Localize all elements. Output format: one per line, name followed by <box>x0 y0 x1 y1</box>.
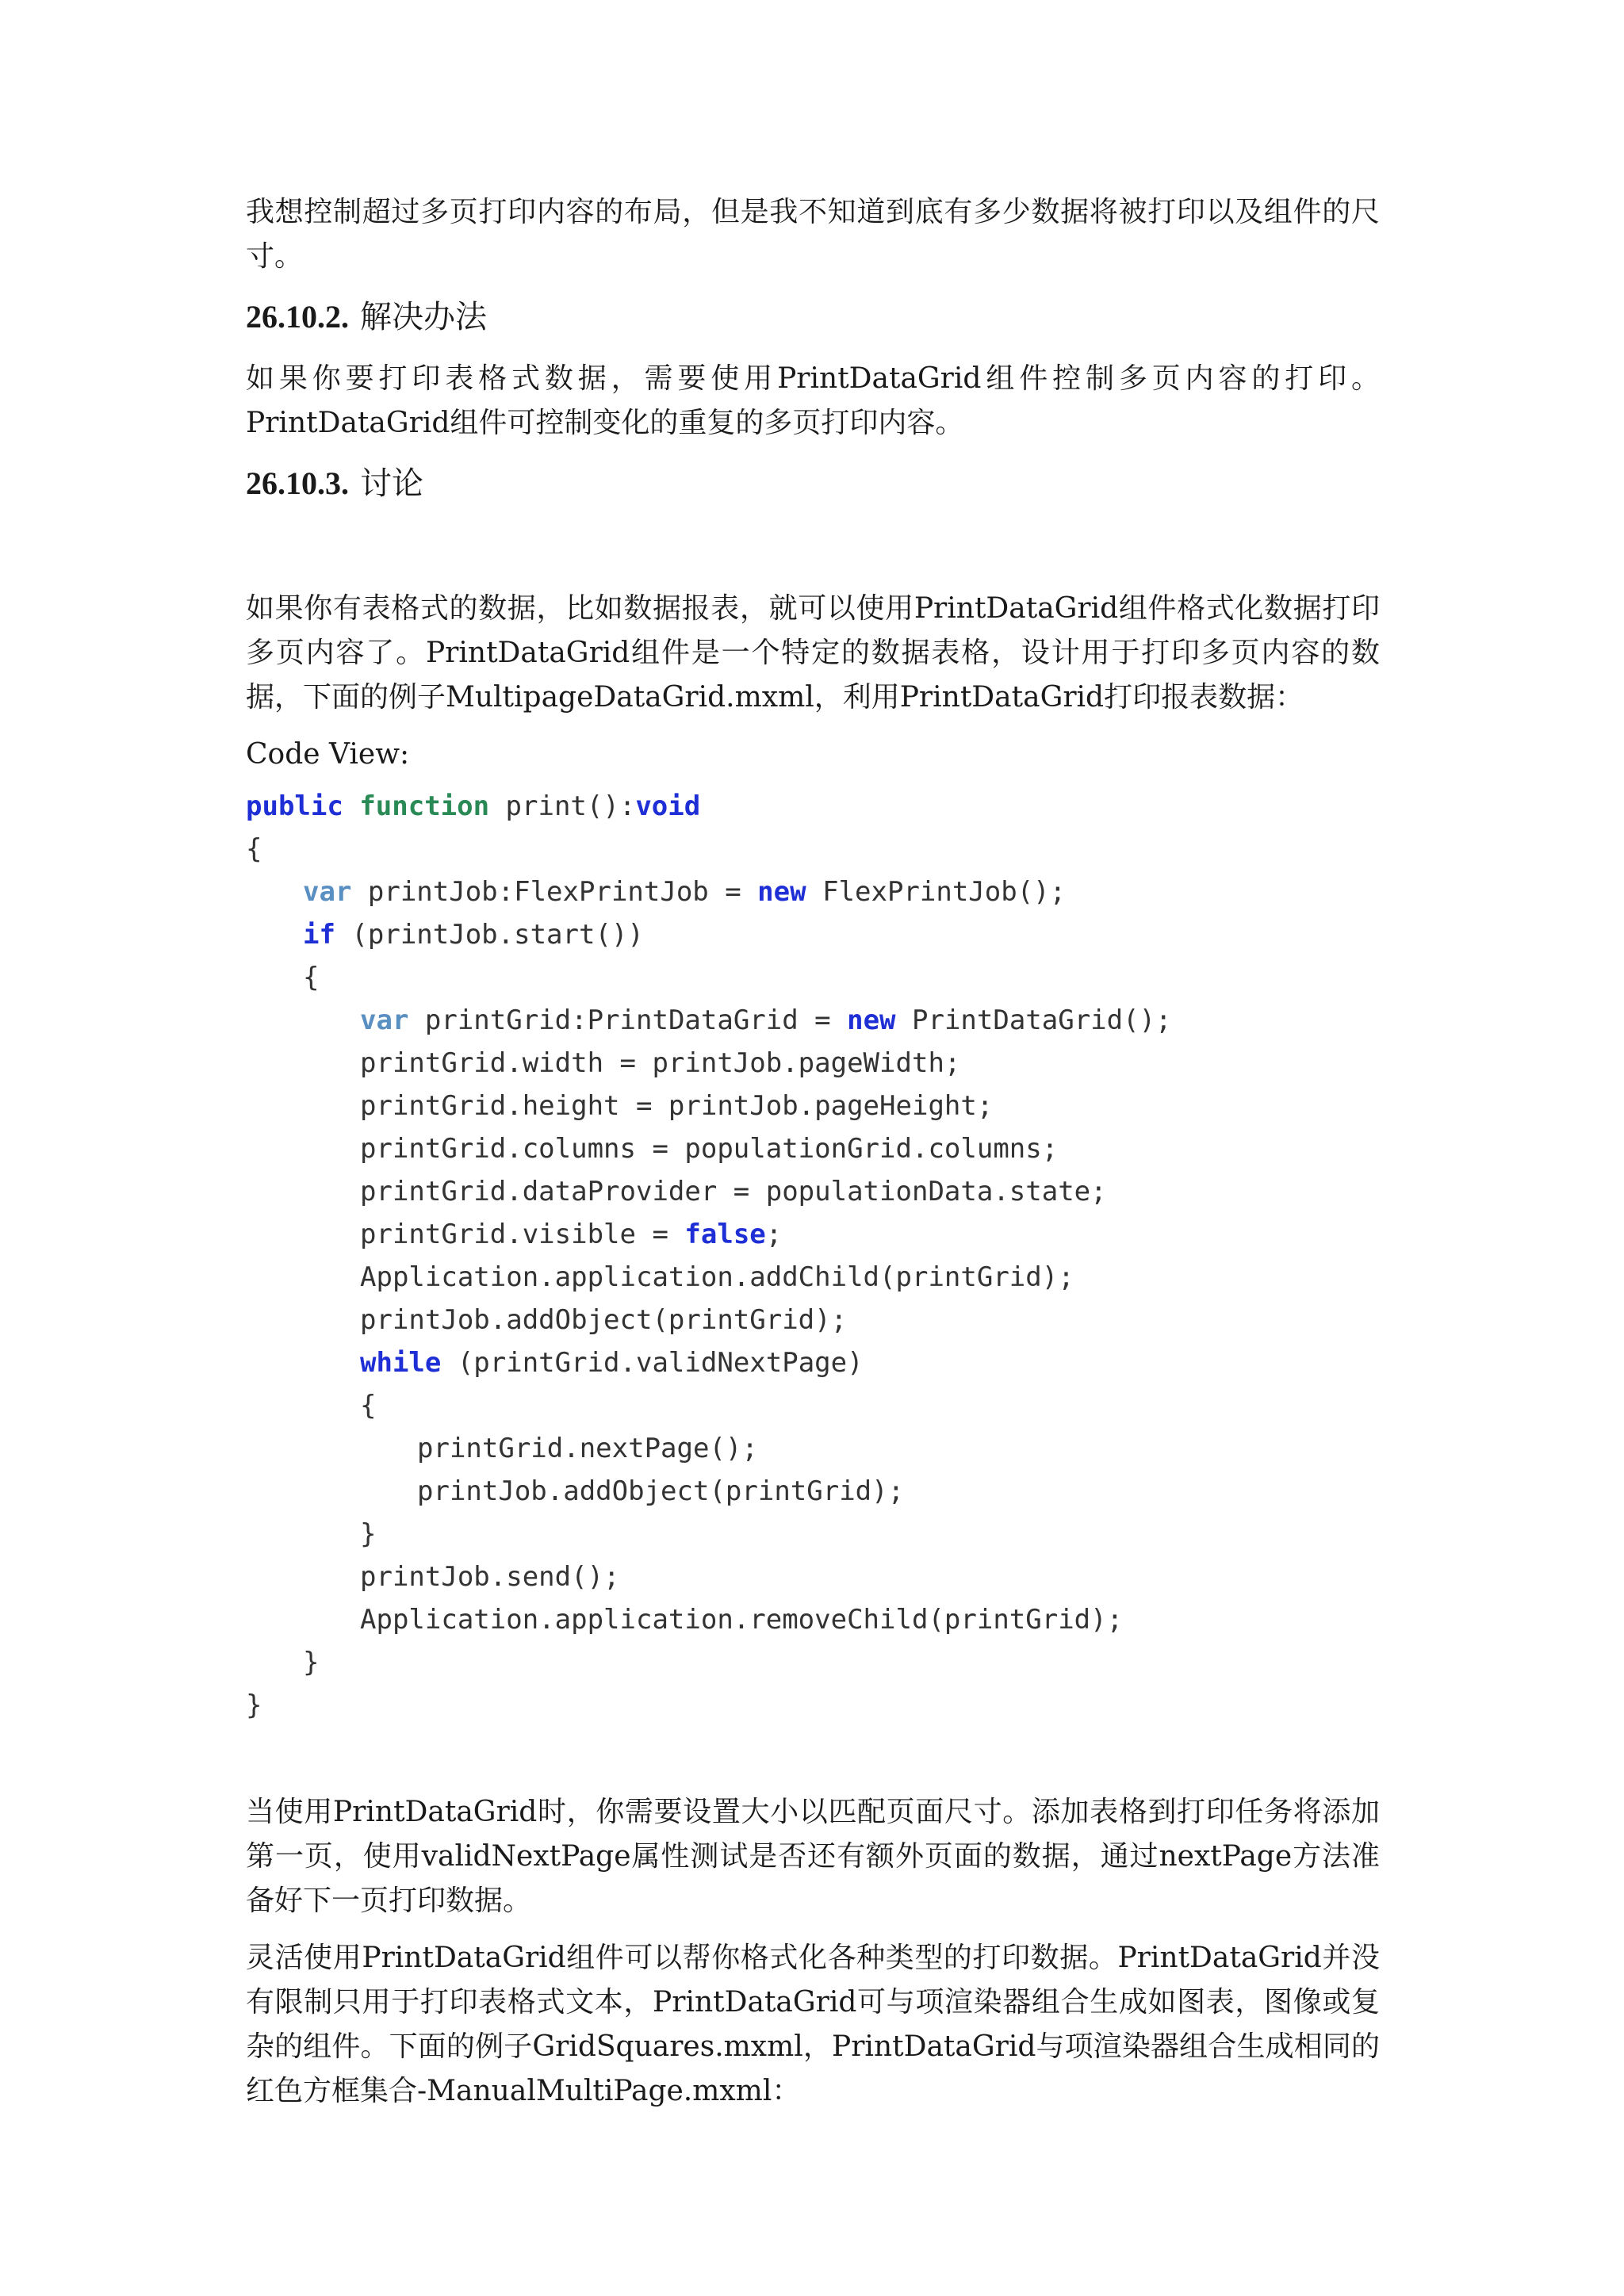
code-line <box>246 999 1380 1042</box>
code-keyword: new <box>757 876 806 908</box>
code-line: printGrid.width = printJob.pageWidth; <box>360 1047 961 1079</box>
code-line: { <box>360 1390 377 1422</box>
section-number: 26.10.3. <box>246 465 349 501</box>
code-text: ; <box>765 1219 783 1250</box>
code-line: Application.application.removeChild(printGrid); <box>360 1604 1124 1636</box>
code-line: } <box>246 1689 262 1721</box>
code-line: printGrid.nextPage(); <box>417 1433 758 1464</box>
code-line: } <box>303 1647 320 1678</box>
section-title: 讨论 <box>360 465 423 502</box>
code-keyword: if <box>303 919 335 951</box>
code-line <box>246 785 1380 828</box>
code-line: printGrid.columns = populationGrid.columns; <box>360 1133 1059 1165</box>
code-keyword: false <box>684 1219 766 1250</box>
code-text: (printJob.start()) <box>335 919 644 951</box>
code-line: printJob.send(); <box>360 1561 620 1593</box>
code-keyword: public <box>246 790 343 822</box>
code-text: printGrid.visible = <box>360 1219 685 1250</box>
code-line: printGrid.height = printJob.pageHeight; <box>360 1090 994 1122</box>
document-page <box>246 190 1380 2126</box>
code-line: printJob.addObject(printGrid); <box>417 1475 905 1507</box>
code-line <box>246 913 1380 956</box>
code-line <box>246 1213 1380 1256</box>
code-text: printGrid:PrintDataGrid = <box>408 1004 848 1036</box>
code-keyword: var <box>303 876 352 908</box>
example-paragraph: 灵活使用PrintDataGrid组件可以帮你格式化各种类型的打印数据。PrintDataGrid并没有限制只用于打印表格式文本，PrintDataGrid可与项渲染器组合生成如图表，图像或复杂的组件。下面的例子GridSquares.mxml，PrintDataGrid与项渲染器组合生成相同的红色方框集合-ManualMultiPage.mxml： <box>246 1942 1380 2107</box>
code-line: printJob.addObject(printGrid); <box>360 1304 848 1336</box>
code-keyword: var <box>360 1004 409 1036</box>
section-heading-discussion <box>246 458 1380 509</box>
section-heading-solution <box>246 292 1380 342</box>
code-line <box>246 1341 1380 1384</box>
code-keyword: new <box>847 1004 896 1036</box>
section-number: 26.10.2. <box>246 299 349 335</box>
code-block <box>246 785 1380 1727</box>
section-title: 解决办法 <box>360 299 487 335</box>
code-line <box>246 871 1380 913</box>
spacer <box>246 523 1380 587</box>
code-line: { <box>246 833 262 865</box>
code-text: (printGrid.validNextPage) <box>441 1347 864 1379</box>
discussion-paragraph: 如果你有表格式的数据，比如数据报表，就可以使用PrintDataGrid组件格式化数据打印多页内容了。PrintDataGrid组件是一个特定的数据表格，设计用于打印多页内容的数据，下面的例子MultipageDataGrid.mxml，利用PrintDataGrid打印报表数据： <box>246 592 1380 714</box>
solution-paragraph: 如果你要打印表格式数据，需要使用PrintDataGrid组件控制多页内容的打印。PrintDataGrid组件可控制变化的重复的多页打印内容。 <box>246 362 1380 439</box>
code-text: PrintDataGrid(); <box>895 1004 1172 1036</box>
code-line: } <box>360 1518 377 1550</box>
explanation-paragraph: 当使用PrintDataGrid时，你需要设置大小以匹配页面尺寸。添加表格到打印任务将添加第一页，使用validNextPage属性测试是否还有额外页面的数据，通过nextPage方法准备好下一页打印数据。 <box>246 1796 1380 1917</box>
code-keyword: void <box>635 790 701 822</box>
code-text: FlexPrintJob(); <box>806 876 1067 908</box>
code-text: print(): <box>489 790 636 822</box>
spacer <box>246 1727 1380 1790</box>
code-line: { <box>303 962 320 993</box>
code-view-label: Code View: <box>246 738 410 771</box>
code-text: printJob:FlexPrintJob = <box>351 876 758 908</box>
code-keyword: while <box>360 1347 442 1379</box>
code-keyword: function <box>359 790 490 822</box>
code-line: Application.application.addChild(printGrid); <box>360 1261 1074 1293</box>
code-line: printGrid.dataProvider = populationData.state; <box>360 1176 1107 1207</box>
intro-paragraph: 我想控制超过多页打印内容的布局，但是我不知道到底有多少数据将被打印以及组件的尺寸。 <box>246 196 1380 273</box>
